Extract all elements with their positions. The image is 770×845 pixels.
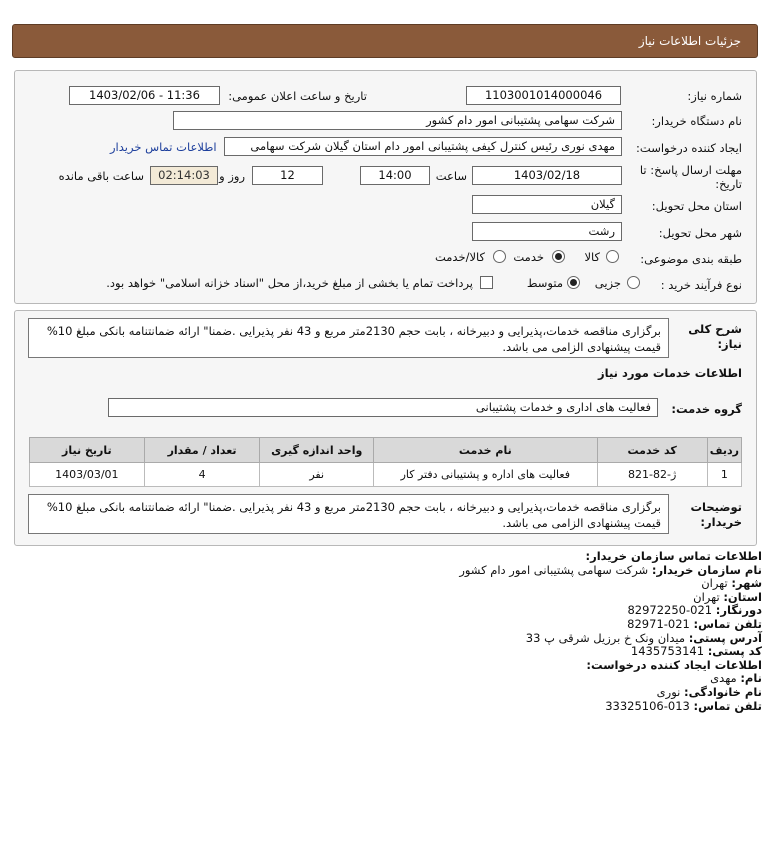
contact-province: تهران — [693, 589, 720, 604]
process-label: نوع فرآیند خرید : — [660, 278, 742, 292]
service-group-field: فعالیت های اداری و خدمات پشتیبانی — [108, 398, 658, 417]
contact-city-line — [82, 577, 762, 591]
remaining-timer: 02:14:03 — [150, 166, 218, 185]
process-option-medium: متوسط — [526, 276, 563, 290]
days-label: روز و — [219, 169, 245, 183]
table-row — [30, 463, 742, 487]
contact-city: تهران — [701, 576, 728, 591]
contact-fax-label: دورنگار: — [715, 603, 762, 618]
contact-postal: 1435753141 — [630, 644, 705, 659]
remaining-label: ساعت باقی مانده — [58, 169, 144, 183]
contact-address: میدان ونک خ برزیل شرقی پ 33 — [525, 630, 686, 645]
contact-phone-line — [82, 618, 762, 632]
category-option-both: کالا/خدمت — [434, 250, 485, 264]
creator-label: ایجاد کننده درخواست: — [636, 141, 742, 155]
process-radio-minor[interactable] — [627, 276, 640, 289]
province-label: استان محل تحویل: — [651, 199, 742, 213]
contact-fax-line — [82, 604, 762, 618]
treasury-checkbox[interactable] — [480, 276, 493, 289]
contact-address-line — [82, 632, 762, 646]
table-header-row — [30, 438, 742, 463]
summary-label-2: نیاز: — [717, 337, 742, 351]
creator-phone-label: تلفن تماس: — [693, 698, 762, 713]
creator-name: مهدی — [710, 671, 737, 686]
need-info-panel — [14, 70, 757, 304]
need-number-label: شماره نیاز: — [687, 89, 742, 103]
contact-address-label: آدرس پستی: — [688, 630, 762, 645]
category-label: طبقه بندی موضوعی: — [640, 252, 742, 266]
contact-postal-label: کد پستی: — [707, 644, 762, 659]
cell-unit: نفر — [260, 463, 374, 487]
contact-phone-label: تلفن تماس: — [693, 616, 762, 631]
creator-family: نوری — [656, 684, 681, 699]
contact-org-label: نام سازمان خریدار: — [651, 562, 762, 577]
need-number-field: 1103001014000046 — [466, 86, 621, 105]
category-radio-both[interactable] — [493, 250, 506, 263]
contact-org: شرکت سهامی پشتیبانی امور دام کشور — [459, 562, 649, 577]
contact-block — [82, 550, 762, 713]
contact-title: اطلاعات تماس سازمان خریدار: — [585, 549, 762, 563]
buyer-org-label: نام دستگاه خریدار: — [651, 114, 742, 128]
deadline-time-field: 14:00 — [360, 166, 430, 185]
summary-text: برگزاری مناقصه خدمات،پذیرایی و دبیرخانه ، بابت حجم 2130متر مربع و 43 نفر پذیرایی .ضمنا" ارائه ضمانتنامه بانکی مبلغ 10% قیمت پیشنهادی الزامی می باشد. — [28, 318, 669, 358]
col-row: ردیف — [707, 438, 741, 463]
buyer-contact-link[interactable]: اطلاعات تماس خریدار — [110, 140, 217, 154]
cell-qty: 4 — [144, 463, 260, 487]
contact-province-line — [82, 591, 762, 605]
category-option-service: خدمت — [513, 250, 544, 264]
buyer-org-field: شرکت سهامی پشتیبانی امور دام کشور — [173, 111, 622, 130]
creator-phone-line — [82, 700, 762, 714]
announce-field: 1403/02/06 - 11:36 — [69, 86, 220, 105]
services-table — [29, 437, 742, 487]
col-unit: واحد اندازه گیری — [260, 438, 374, 463]
col-code: کد خدمت — [597, 438, 707, 463]
contact-fax: 021-82972250 — [627, 603, 713, 618]
col-name: نام خدمت — [373, 438, 597, 463]
summary-label: شرح کلی — [688, 322, 742, 336]
announce-label: تاریخ و ساعت اعلان عمومی: — [228, 89, 367, 103]
deadline-date-label: تاریخ: — [715, 177, 742, 191]
deadline-label: مهلت ارسال پاسخ: تا — [639, 163, 742, 177]
cell-date: 1403/03/01 — [30, 463, 145, 487]
creator-family-line — [82, 686, 762, 700]
province-field: گیلان — [472, 195, 622, 214]
city-field: رشت — [472, 222, 622, 241]
cell-code: ژ-82-821 — [597, 463, 707, 487]
creator-field: مهدی نوری رئیس کنترل کیفی پشتیبانی امور دام استان گیلان شرکت سهامی — [224, 137, 622, 156]
category-radio-service[interactable] — [552, 250, 565, 263]
process-option-minor: جزیی — [594, 276, 621, 290]
cell-name: فعالیت های اداره و پشتیبانی دفتر کار — [373, 463, 597, 487]
creator-family-label: نام خانوادگی: — [684, 684, 762, 699]
contact-postal-line — [82, 645, 762, 659]
category-option-goods: کالا — [584, 250, 600, 264]
col-date: تاریخ نیاز — [30, 438, 145, 463]
buyer-notes-label: توضیحات — [690, 500, 742, 514]
deadline-date-field: 1403/02/18 — [472, 166, 622, 185]
col-qty: تعداد / مقدار — [144, 438, 260, 463]
contact-city-label: شهر: — [731, 576, 762, 591]
contact-phone: 021-82971 — [627, 616, 690, 631]
page-title: جزئیات اطلاعات نیاز — [638, 34, 741, 48]
creator-name-label: نام: — [740, 671, 762, 686]
contact-org-line — [82, 564, 762, 578]
page-header — [12, 24, 758, 58]
process-radio-medium[interactable] — [567, 276, 580, 289]
cell-row: 1 — [707, 463, 741, 487]
creator-info-title: اطلاعات ایجاد کننده درخواست: — [586, 657, 762, 672]
service-group-label: گروه خدمت: — [671, 402, 742, 416]
buyer-notes-text: برگزاری مناقصه خدمات،پذیرایی و دبیرخانه ، بابت حجم 2130متر مربع و 43 نفر پذیرایی .ضمنا" ارائه ضمانتنامه بانکی مبلغ 10% قیمت پیشنهادی الزامی می باشد. — [28, 494, 669, 534]
creator-phone: 013-33325106 — [605, 698, 690, 713]
payment-note: پرداخت تمام یا بخشی از مبلغ خرید،از محل "اسناد خزانه اسلامی" خواهد بود. — [106, 276, 473, 290]
creator-name-line — [82, 672, 762, 686]
city-label: شهر محل تحویل: — [658, 226, 742, 240]
days-field: 12 — [252, 166, 323, 185]
category-radio-goods[interactable] — [606, 250, 619, 263]
contact-province-label: استان: — [723, 589, 762, 604]
time-label: ساعت — [435, 169, 467, 183]
buyer-notes-label-2: خریدار: — [700, 515, 742, 529]
services-section-title: اطلاعات خدمات مورد نیاز — [598, 366, 742, 380]
